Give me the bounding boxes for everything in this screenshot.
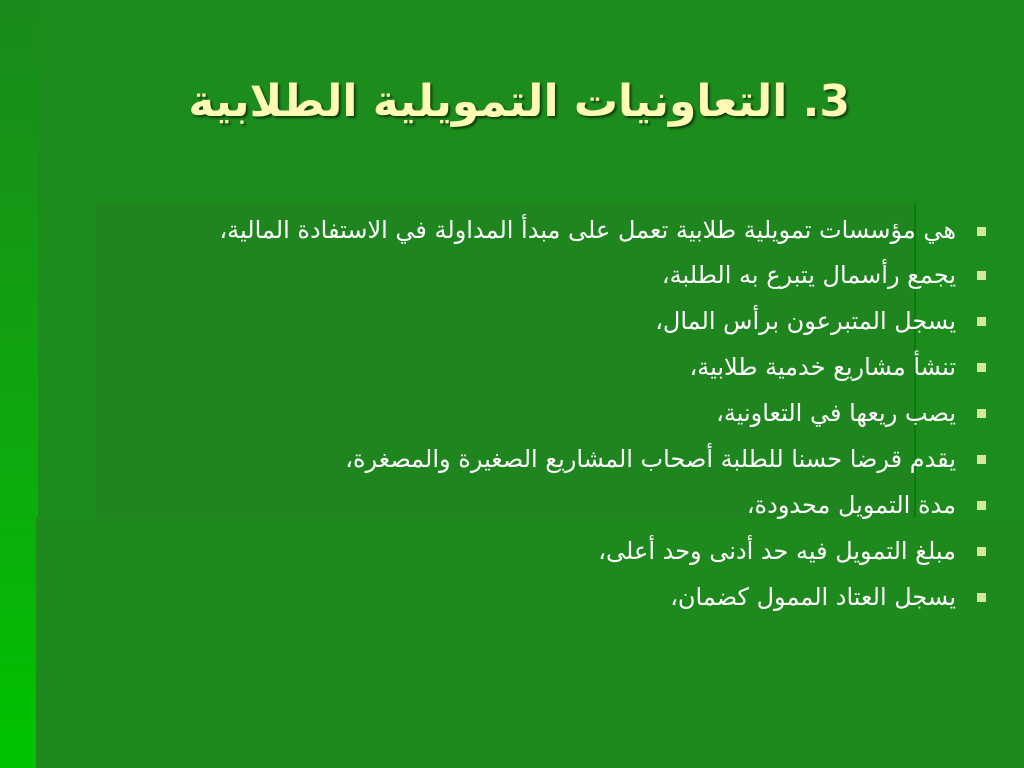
- square-bullet-icon: [977, 547, 986, 556]
- bullet-item-1: [120, 214, 986, 246]
- bullet-text: هي مؤسسات تمويلية طلابية تعمل على مبدأ المداولة في الاستفادة المالية،: [219, 216, 956, 244]
- bullet-text: يقدم قرضا حسنا للطلبة أصحاب المشاريع الصغيرة والمصغرة،: [345, 445, 956, 473]
- bullet-list: [120, 214, 986, 626]
- square-bullet-icon: [977, 363, 986, 372]
- bullet-item-2: [120, 258, 986, 292]
- bullet-item-5: [120, 396, 986, 430]
- square-bullet-icon: [977, 317, 986, 326]
- bullet-item-8: [120, 534, 986, 568]
- square-bullet-icon: [977, 409, 986, 418]
- bullet-text: يجمع رأسمال يتبرع به الطلبة،: [661, 261, 956, 289]
- square-bullet-icon: [977, 593, 986, 602]
- bullet-item-4: [120, 350, 986, 384]
- bullet-text: مدة التمويل محدودة،: [746, 491, 956, 519]
- square-bullet-icon: [977, 455, 986, 464]
- bullet-text: يسجل المتبرعون برأس المال،: [655, 307, 956, 335]
- bullet-item-7: [120, 488, 986, 522]
- bullet-item-9: [120, 580, 986, 614]
- bullet-text: تنشأ مشاريع خدمية طلابية،: [689, 353, 956, 381]
- bullet-item-6: [120, 442, 986, 476]
- square-bullet-icon: [977, 271, 986, 280]
- bullet-item-3: [120, 304, 986, 338]
- square-bullet-icon: [977, 227, 986, 236]
- square-bullet-icon: [977, 501, 986, 510]
- bullet-text: مبلغ التمويل فيه حد أدنى وحد أعلى،: [598, 537, 956, 565]
- slide-title: 3. التعاونيات التمويلية الطلابية: [188, 76, 850, 127]
- bullet-text: يسجل العتاد الممول كضمان،: [670, 583, 956, 611]
- background-left-band: [0, 0, 38, 768]
- bullet-text: يصب ريعها في التعاونية،: [716, 399, 956, 427]
